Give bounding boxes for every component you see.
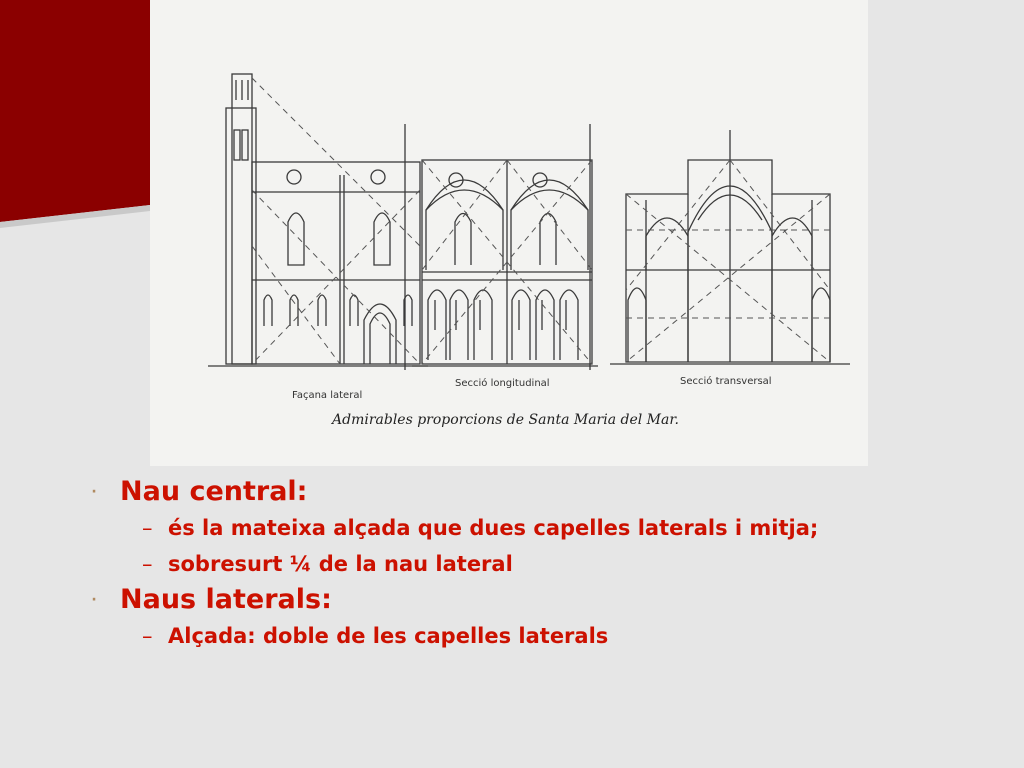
sub-bullet-item (86, 546, 986, 582)
corner-decoration-band (0, 0, 150, 240)
bullet-marker: · (91, 592, 97, 608)
bullet-text: Naus laterals: (120, 584, 332, 615)
bullet-marker: · (91, 484, 97, 500)
longitudinal-section (405, 124, 598, 370)
drawing-caption: Admirables proporcions de Santa Maria del Mar. (332, 412, 679, 428)
bullet-list (86, 474, 986, 654)
transversal-label: Secció transversal (680, 376, 772, 387)
architectural-drawing (150, 0, 868, 466)
transversal-section (610, 130, 850, 364)
facade-elevation (208, 74, 428, 366)
facade-label: Façana lateral (292, 390, 363, 401)
dash-marker: – (142, 516, 153, 540)
sub-bullet-text: sobresurt ¼ de la nau lateral (168, 552, 513, 576)
sub-bullet-text: és la mateixa alçada que dues capelles laterals i mitja; (168, 516, 819, 540)
bullet-text: Nau central: (120, 476, 308, 507)
dash-marker: – (142, 552, 153, 576)
bullet-item (86, 582, 986, 618)
sub-bullet-item (86, 618, 986, 654)
bullet-item (86, 474, 986, 510)
sub-bullet-text: Alçada: doble de les capelles laterals (168, 624, 609, 648)
longitudinal-label: Secció longitudinal (455, 378, 550, 389)
sub-bullet-item (86, 510, 986, 546)
dash-marker: – (142, 624, 153, 648)
